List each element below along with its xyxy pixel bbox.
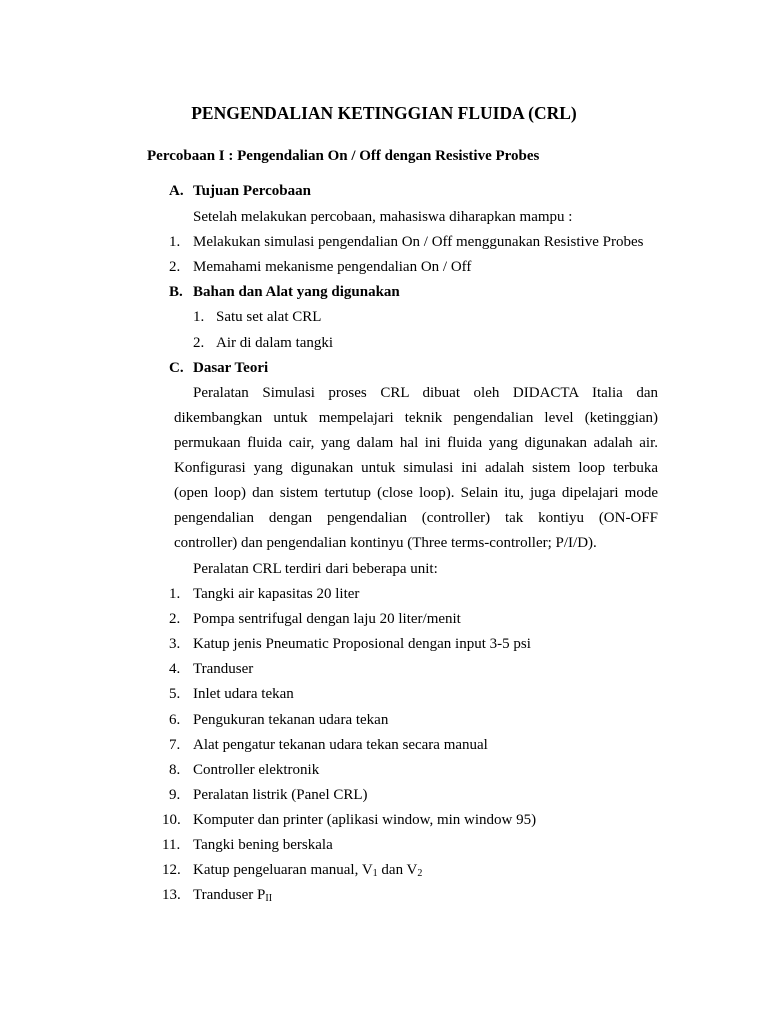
list-item-text: Pompa sentrifugal dengan laju 20 liter/menit xyxy=(193,611,461,627)
list-item-number: 1. xyxy=(169,234,181,250)
list-item-text: Tranduser xyxy=(193,661,254,677)
list-item-number: 1. xyxy=(193,309,205,325)
unit12-subscript-2: 2 xyxy=(417,868,423,879)
list-item-text: Satu set alat CRL xyxy=(216,309,322,325)
paragraph-line: dikembangkan untuk mempelajari teknik pengendalian level (ketinggian) xyxy=(174,410,658,426)
list-item-number: 7. xyxy=(169,737,181,753)
list-item-number: 13. xyxy=(162,887,181,903)
paragraph-line: Konfigurasi yang digunakan untuk simulasi ini adalah sistem loop terbuka xyxy=(174,460,658,476)
list-item-text: Komputer dan printer (aplikasi window, min window 95) xyxy=(193,812,537,828)
list-item-text xyxy=(193,861,422,879)
section-c-letter: C. xyxy=(169,360,184,376)
list-item-number: 5. xyxy=(169,686,181,702)
list-item-number: 11. xyxy=(162,837,181,853)
unit12-mid: dan V xyxy=(377,862,418,878)
experiment-heading: Percobaan I : Pengendalian On / Off dengan Resistive Probes xyxy=(147,148,540,164)
list-item-text: Memahami mekanisme pengendalian On / Off xyxy=(193,259,472,275)
list-item-text: Peralatan listrik (Panel CRL) xyxy=(193,787,368,803)
list-item-text xyxy=(193,886,272,904)
list-item-number: 2. xyxy=(193,335,205,351)
list-item-text: Inlet udara tekan xyxy=(193,686,294,702)
section-b-letter: B. xyxy=(169,284,183,300)
list-item-number: 1. xyxy=(169,586,181,602)
list-item-number: 3. xyxy=(169,636,181,652)
unit13-text: Tranduser P xyxy=(193,887,266,903)
section-a-heading: Tujuan Percobaan xyxy=(193,183,311,199)
paragraph-line: Peralatan Simulasi proses CRL dibuat oleh DIDACTA Italia dan xyxy=(193,385,658,401)
list-item-number: 8. xyxy=(169,762,181,778)
section-c-heading: Dasar Teori xyxy=(193,360,269,376)
list-item-text: Melakukan simulasi pengendalian On / Off menggunakan Resistive Probes xyxy=(193,234,644,250)
list-item-number: 6. xyxy=(169,712,181,728)
list-item-text: Tangki bening berskala xyxy=(193,837,333,853)
list-item-number: 2. xyxy=(169,259,181,275)
section-b-heading: Bahan dan Alat yang digunakan xyxy=(193,284,400,300)
paragraph-line: permukaan fluida cair, yang dalam hal ini fluida yang digunakan adalah air. xyxy=(174,435,658,451)
list-item-number: 4. xyxy=(169,661,181,677)
paragraph-line: controller) dan pengendalian kontinyu (Three terms-controller; P/I/D). xyxy=(174,535,597,551)
list-item-text: Controller elektronik xyxy=(193,762,320,778)
document-title: PENGENDALIAN KETINGGIAN FLUIDA (CRL) xyxy=(191,103,577,123)
paragraph-line: (open loop) dan sistem tertutup (close loop). Selain itu, juga dipelajari mode xyxy=(174,485,658,501)
unit12-text: Katup pengeluaran manual, V xyxy=(193,862,373,878)
list-item-number: 10. xyxy=(162,812,181,828)
paragraph-line: pengendalian dengan pengendalian (controller) tak kontiyu (ON-OFF xyxy=(174,510,658,526)
units-intro: Peralatan CRL terdiri dari beberapa unit: xyxy=(193,561,438,577)
list-item-text: Katup jenis Pneumatic Proposional dengan input 3-5 psi xyxy=(193,636,531,652)
section-a-letter: A. xyxy=(169,183,184,199)
unit13-subscript: II xyxy=(265,893,273,904)
unit12-subscript-1: 1 xyxy=(372,868,378,879)
list-item-number: 2. xyxy=(169,611,181,627)
list-item-text: Alat pengatur tekanan udara tekan secara manual xyxy=(193,737,488,753)
list-item-number: 12. xyxy=(162,862,181,878)
list-item-text: Air di dalam tangki xyxy=(216,335,334,351)
section-a-intro: Setelah melakukan percobaan, mahasiswa diharapkan mampu : xyxy=(193,209,573,225)
list-item-text: Tangki air kapasitas 20 liter xyxy=(193,586,360,602)
list-item-text: Pengukuran tekanan udara tekan xyxy=(193,712,389,728)
list-item-number: 9. xyxy=(169,787,181,803)
